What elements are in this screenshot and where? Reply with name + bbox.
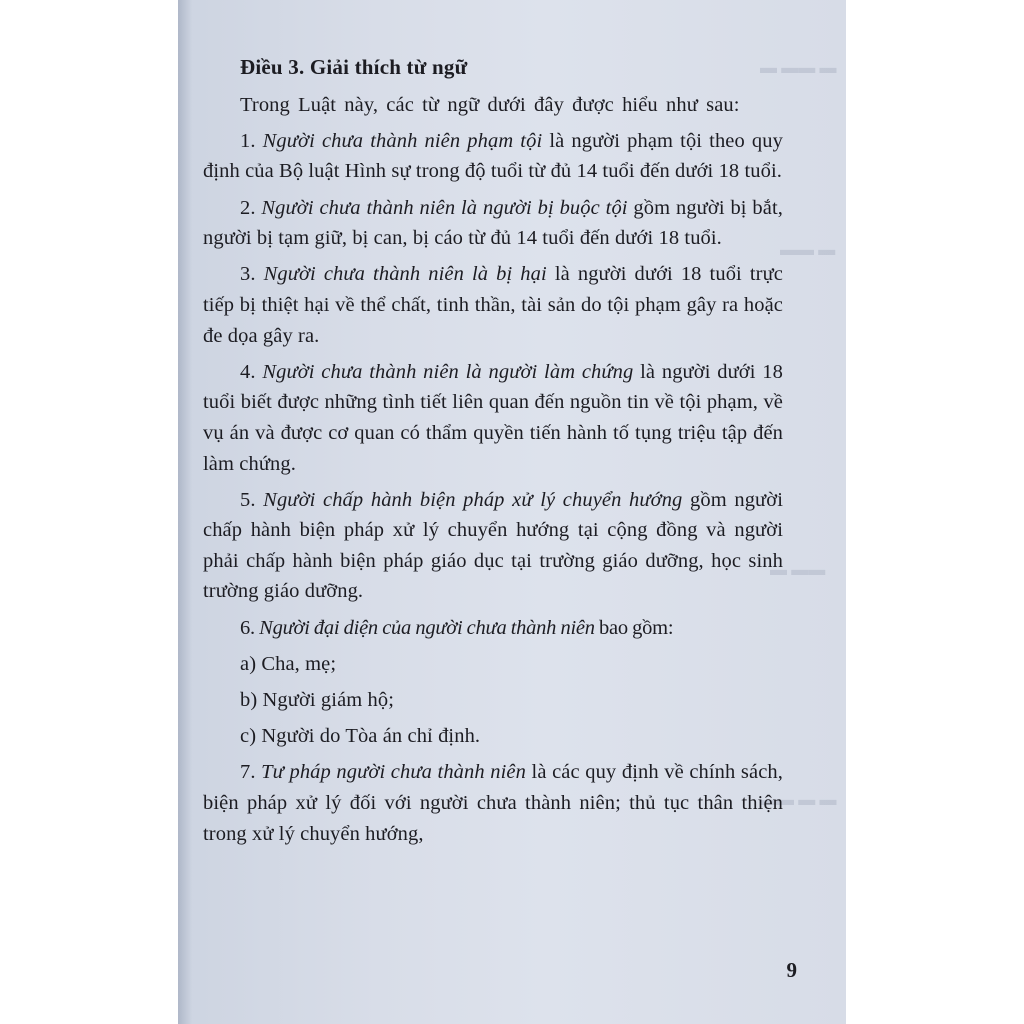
definition-number: 5. bbox=[240, 488, 264, 511]
show-through: ▬ ▬▬ bbox=[770, 560, 826, 579]
definition-body: là người dưới 18 tuổi trực tiếp bị thiệt hại về thể chất, tinh thần, tài sản do tội phạm gây ra hoặc đe dọa gây ra. bbox=[203, 263, 783, 347]
definition-term: Người chưa thành niên là người bị buộc tội bbox=[261, 196, 628, 219]
definition-term: Người chưa thành niên là bị hại bbox=[263, 263, 547, 286]
show-through: ▬ ▬▬ ▬ bbox=[760, 58, 837, 77]
definition-body: là các quy định về chính sách, biện pháp xử lý đối với người chưa thành niên; thủ tục thân thiện trong xử lý chuyển hướng, bbox=[203, 761, 783, 845]
definition-term: Người đại diện của người chưa thành niên bbox=[259, 616, 595, 639]
definition-number: 6. bbox=[240, 616, 260, 639]
definition-6 bbox=[203, 613, 783, 644]
representative-item: a) Cha, mẹ; bbox=[240, 652, 337, 675]
representative-item: c) Người do Tòa án chỉ định. bbox=[240, 725, 481, 748]
definition-2 bbox=[203, 193, 783, 254]
definition-term: Người chấp hành biện pháp xử lý chuyển hướng bbox=[263, 488, 683, 511]
definition-number: 3. bbox=[240, 263, 264, 286]
definition-4 bbox=[203, 357, 783, 479]
definition-body: gồm người chấp hành biện pháp xử lý chuyển hướng tại cộng đồng và người phải chấp hành biện pháp giáo dục tại trường giáo dưỡng, học sinh trường giáo dưỡng. bbox=[203, 488, 783, 603]
page-text bbox=[203, 52, 783, 849]
definition-number: 1. bbox=[240, 129, 263, 152]
intro-text: Trong Luật này, các từ ngữ dưới đây được hiểu như sau: bbox=[240, 93, 740, 116]
definition-number: 7. bbox=[240, 761, 262, 784]
right-background bbox=[846, 0, 1024, 1024]
show-through: ▬▬ ▬ bbox=[780, 240, 836, 259]
definition-body: bao gồm: bbox=[594, 616, 674, 639]
definition-3 bbox=[203, 259, 783, 351]
definition-term: Người chưa thành niên là người làm chứng bbox=[262, 360, 634, 383]
definition-body: là người dưới 18 tuổi biết được những tình tiết liên quan đến nguồn tin về tội phạm, về vụ án và được cơ quan có thẩm quyền tiến hành tố tụng triệu tập đến làm chứng. bbox=[203, 360, 783, 475]
definition-5 bbox=[203, 485, 783, 607]
show-through: ▬▬ ▬ ▬ bbox=[760, 790, 837, 809]
definition-term: Tư pháp người chưa thành niên bbox=[261, 761, 526, 784]
definition-body: là người phạm tội theo quy định của Bộ luật Hình sự trong độ tuổi từ đủ 14 tuổi đến dưới 18 tuổi. bbox=[203, 129, 783, 183]
definition-1 bbox=[203, 126, 783, 187]
definition-term: Người chưa thành niên phạm tội bbox=[262, 129, 543, 152]
definition-7 bbox=[203, 757, 783, 849]
article-heading: Điều 3. Giải thích từ ngữ bbox=[240, 55, 468, 79]
definition-body: gồm người bị bắt, người bị tạm giữ, bị can, bị cáo từ đủ 14 tuổi đến dưới 18 tuổi. bbox=[203, 196, 783, 250]
page-number: 9 bbox=[786, 958, 797, 982]
definition-number: 2. bbox=[240, 196, 262, 219]
definition-number: 4. bbox=[240, 360, 263, 383]
representative-item: b) Người giám hộ; bbox=[240, 689, 395, 712]
intro-paragraph bbox=[203, 90, 783, 121]
